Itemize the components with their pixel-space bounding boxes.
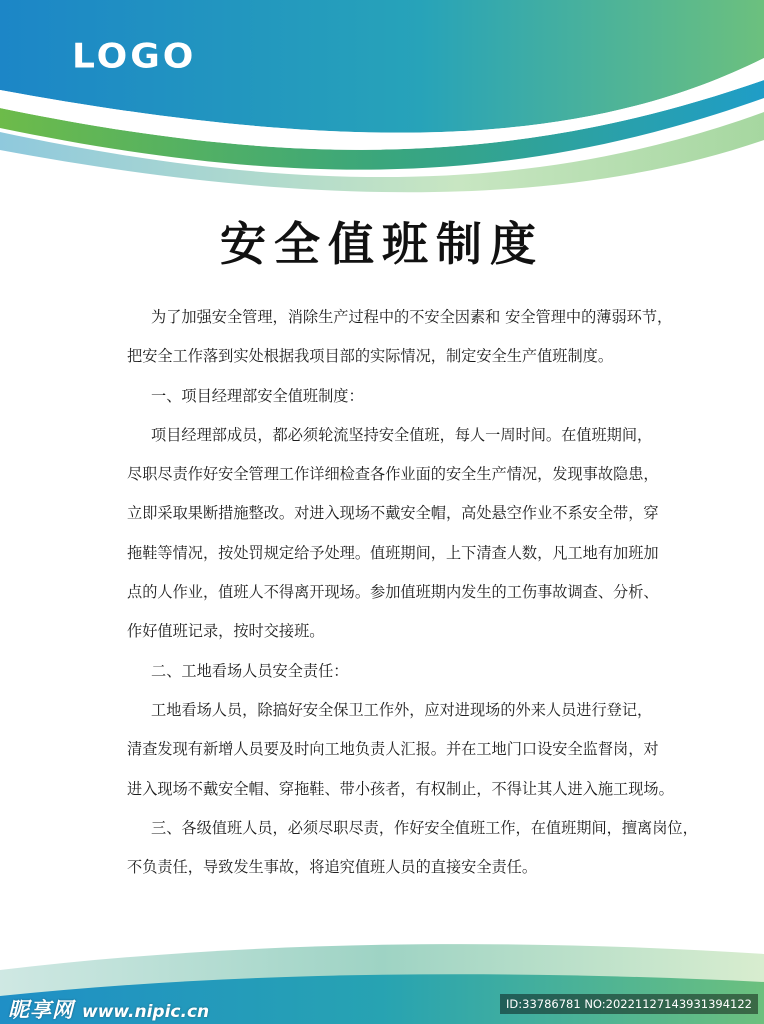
page-title: 安全值班制度 [220, 217, 544, 271]
body-line: 拖鞋等情况，按处罚规定给予处理。值班期间，上下清查人数，凡工地有加班加 [127, 543, 659, 562]
body-line: 清查发现有新增人员要及时向工地负责人汇报。并在工地门口设安全监督岗，对 [127, 740, 659, 759]
body-line: 二、工地看场人员安全责任： [151, 661, 349, 680]
body-line: 为了加强安全管理，消除生产过程中的不安全因素和 安全管理中的薄弱环节， [151, 308, 673, 326]
body-line: 立即采取果断措施整改。对进入现场不戴安全帽，高处悬空作业不系安全带，穿 [127, 504, 659, 523]
body-line: 一、项目经理部安全值班制度： [151, 386, 364, 405]
body-line: 进入现场不戴安全帽、穿拖鞋、带小孩者，有权制止，不得让其人进入施工现场。 [127, 779, 674, 798]
body-line: 三、各级值班人员，必须尽职尽责，作好安全值班工作，在值班期间，擅离岗位， [151, 818, 698, 837]
logo: LOGO [72, 37, 197, 76]
watermark-id: ID:33786781 NO:20221127143931394122 [500, 994, 758, 1014]
header-decoration [0, 0, 764, 210]
document-body [127, 304, 698, 893]
body-line: 工地看场人员，除搞好安全保卫工作外，应对进现场的外来人员进行登记， [151, 700, 653, 719]
body-line: 不负责任，导致发生事故，将追究值班人员的直接安全责任。 [127, 858, 538, 877]
body-line: 尽职尽责作好安全管理工作详细检查各作业面的安全生产情况，发现事故隐患， [127, 465, 659, 484]
body-line: 点的人作业，值班人不得离开现场。参加值班期内发生的工伤事故调查、分析、 [127, 583, 659, 602]
watermark-brand [8, 994, 209, 1024]
body-line: 项目经理部成员，都必须轮流坚持安全值班，每人一周时间。在值班期间， [151, 425, 653, 444]
body-line: 作好值班记录，按时交接班。 [127, 622, 325, 641]
watermark-brand-name: 昵享网 [8, 998, 74, 1022]
body-line: 把安全工作落到实处根据我项目部的实际情况，制定安全生产值班制度。 [127, 347, 613, 366]
watermark-url: www.nipic.cn [82, 1002, 210, 1022]
